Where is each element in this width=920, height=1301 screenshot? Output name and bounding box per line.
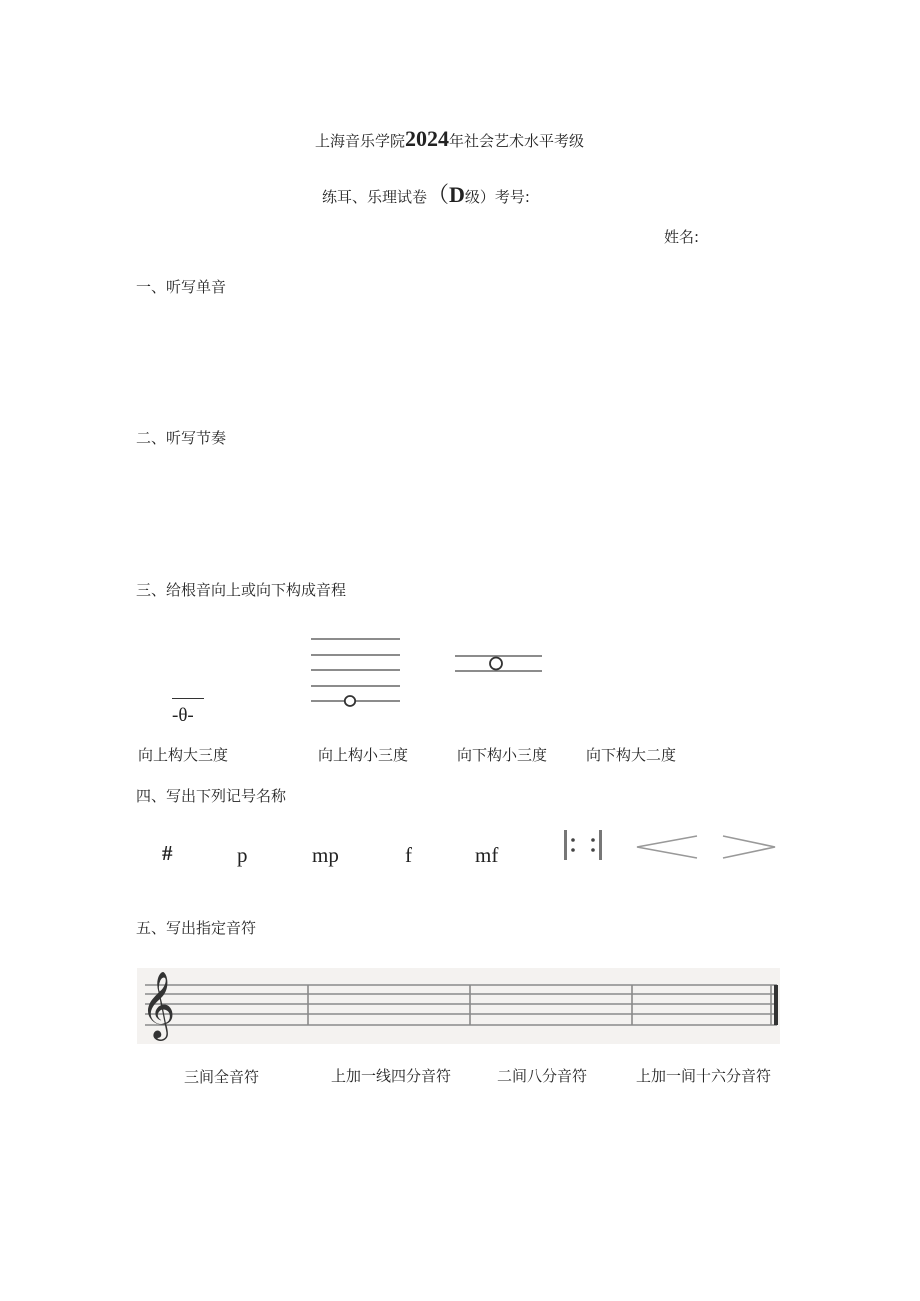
section-heading-5: 五、写出指定音符 bbox=[136, 919, 257, 937]
treble-clef-icon: 𝄞 bbox=[141, 970, 176, 1038]
dynamic-mp: mp bbox=[312, 843, 339, 867]
dynamic-f: f bbox=[405, 843, 412, 867]
whole-note bbox=[490, 658, 502, 670]
subtitle-paren-open: （ bbox=[427, 182, 450, 207]
section-heading-1: 一、听写单音 bbox=[136, 278, 227, 296]
exam-title bbox=[315, 124, 584, 156]
music-staff bbox=[137, 968, 780, 1044]
note-task-4: 上加一间十六分音符 bbox=[636, 1067, 772, 1085]
ledger-line bbox=[172, 698, 204, 699]
title-prefix: 上海音乐学院 bbox=[315, 132, 406, 150]
subtitle-level: D bbox=[449, 182, 465, 207]
staff-snippet-two-lines bbox=[452, 648, 546, 680]
section-heading-4: 四、写出下列记号名称 bbox=[136, 787, 287, 805]
section-heading-2: 二、听写节奏 bbox=[136, 429, 227, 447]
decrescendo-icon bbox=[720, 834, 778, 860]
note-task-2: 上加一线四分音符 bbox=[331, 1067, 452, 1085]
title-year: 2024 bbox=[405, 126, 450, 151]
note-task-1: 三间全音符 bbox=[184, 1068, 260, 1086]
subtitle-prefix: 练耳、乐理试卷 bbox=[322, 188, 428, 206]
interval-task-4: 向下构大二度 bbox=[586, 746, 677, 764]
staff-snippet-five-lines bbox=[308, 632, 404, 712]
crescendo-icon bbox=[634, 834, 700, 860]
title-suffix: 年社会艺术水平考级 bbox=[449, 132, 585, 150]
staff-lines bbox=[137, 968, 780, 1044]
interval-task-1: 向上构大三度 bbox=[138, 746, 229, 764]
root-note-glyph: -θ- bbox=[172, 705, 194, 726]
section-heading-3: 三、给根音向上或向下构成音程 bbox=[136, 581, 347, 599]
whole-note bbox=[345, 696, 355, 706]
name-label: 姓名: bbox=[664, 228, 700, 246]
repeat-sign-icon bbox=[560, 828, 608, 862]
note-task-3: 二间八分音符 bbox=[497, 1067, 588, 1085]
subtitle-level-suffix: 级）考号: bbox=[464, 188, 530, 206]
dynamic-mf: mf bbox=[475, 843, 499, 867]
interval-task-2: 向上构小三度 bbox=[318, 746, 409, 764]
dynamic-p: p bbox=[237, 843, 248, 867]
sharp-symbol: # bbox=[162, 841, 173, 865]
interval-task-3: 向下构小三度 bbox=[457, 746, 548, 764]
exam-subtitle bbox=[322, 180, 530, 212]
